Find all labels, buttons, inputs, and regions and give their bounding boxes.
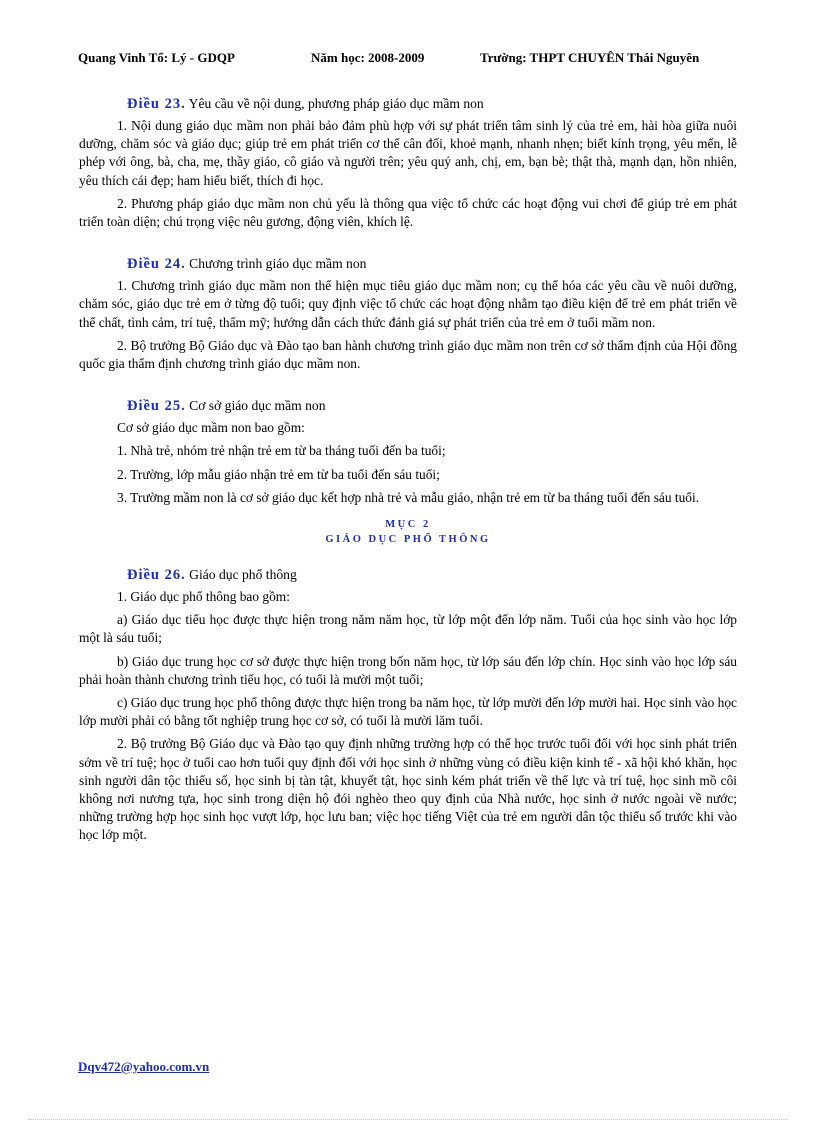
article-heading-text: Chương trình giáo dục mầm non [189,256,367,272]
spacer [79,236,737,254]
section-number: MỤC 2 [385,519,431,531]
section-heading [79,517,737,547]
paragraph: 2. Bộ trưởng Bộ Giáo dục và Đào tạo ban hành chương trình giáo dục mầm non trên cơ sở thẩm định của Hội đồng quốc gia thẩm định chương trình giáo dục mầm non. [79,337,737,372]
footer-email-link[interactable]: Dqv472@yahoo.com.vn [78,1059,210,1074]
header-author-group: Quang Vinh Tổ: Lý - GDQP [78,50,235,65]
article-title [79,396,737,416]
document-body [79,94,737,850]
article-number: Điều 25. [127,398,186,415]
paragraph: 3. Trường mầm non là cơ sở giáo dục kết hợp nhà trẻ và mẫu giáo, nhận trẻ em từ ba tháng tuổi đến sáu tuổi. [117,489,700,505]
paragraph: 1. Nhà trẻ, nhóm trẻ nhận trẻ em từ ba tháng tuổi đến ba tuổi; [117,443,446,459]
footer-divider [28,1119,788,1120]
article-number: Điều 26. [127,567,186,584]
section-title: GIÁO DỤC PHỔ THÔNG [325,534,491,546]
article-heading-text: Cơ sở giáo dục mầm non [189,398,326,414]
article-title [79,565,737,585]
header-school-name: Trường: THPT CHUYÊN Thái Nguyên [480,50,700,65]
paragraph: 2. Trường, lớp mẫu giáo nhận trẻ em từ ba tuổi đến sáu tuổi; [117,466,440,482]
article-heading-text: Giáo dục phổ thông [189,567,297,583]
page-header [78,50,738,68]
paragraph: 2. Bộ trưởng Bộ Giáo dục và Đào tạo quy định những trường hợp có thể học trước tuổi đối với học sinh phát triển sớm về trí tuệ; học ở tuổi cao hơn tuổi quy định đối với học sinh ở những vùng có điều kiện kinh tế - xã hội khó khăn, học sinh người dân tộc thiểu số, học sinh bị tàn tật, khuyết tật, học sinh kém phát triển về thể lực và trí tuệ, học sinh mồ côi không nơi nương tựa, học sinh trong diện hộ đói nghèo theo quy định của Nhà nước, học sinh ở nước ngoài về nước; những trường hợp học sinh học vượt lớp, học lưu ban; việc học tiếng Việt của trẻ em người dân tộc thiểu số trước khi vào học lớp một. [79,736,737,843]
paragraph: c) Giáo dục trung học phổ thông được thực hiện trong ba năm học, từ lớp mười đến lớp mười hai. Học sinh vào học lớp mười phải có bằng tốt nghiệp trung học cơ sở, có tuổi là mười lăm tuổi. [79,695,737,729]
paragraph: Cơ sở giáo dục mầm non bao gồm: [117,420,305,436]
header-school-year: Năm học: 2008-2009 [311,50,425,65]
article-number: Điều 23. [127,96,186,112]
article-title [79,94,737,114]
paragraph: a) Giáo dục tiểu học được thực hiện trong năm năm học, từ lớp một đến lớp năm. Tuổi của học sinh vào học lớp một là sáu tuổi; [79,612,737,646]
paragraph: b) Giáo dục trung học cơ sở được thực hiện trong bốn năm học, từ lớp sáu đến lớp chín. Học sinh vào học lớp sáu phải hoàn thành chương trình tiểu học, có tuổi là mười một tuổi; [79,653,737,687]
article-heading-text: Yêu cầu về nội dung, phương pháp giáo dục mầm non [188,96,484,111]
article-number: Điều 24. [127,256,186,273]
spacer [79,378,737,396]
paragraph: 1. Chương trình giáo dục mầm non thể hiện mục tiêu giáo dục mầm non; cụ thể hóa các yêu cầu về nuôi dưỡng, chăm sóc, giáo dục trẻ em ở từng độ tuổi; quy định việc tổ chức các hoạt động nhằm tạo điều kiện để trẻ em phát triển về thể chất, tình cảm, trí tuệ, thẩm mỹ; hướng dẫn cách thức đánh giá sự phát triển của trẻ em ở tuổi mầm non. [79,278,737,330]
paragraph: 1. Giáo dục phổ thông bao gồm: [117,589,290,605]
article-title [79,254,737,274]
paragraph: 2. Phương pháp giáo dục mầm non chủ yếu là thông qua việc tổ chức các hoạt động vui chơi để giúp trẻ em phát triển toàn diện; chú trọng việc nêu gương, động viên, khích lệ. [79,195,737,230]
paragraph: 1. Nội dung giáo dục mầm non phải bảo đảm phù hợp với sự phát triển tâm sinh lý của trẻ em, hài hòa giữa nuôi dưỡng, chăm sóc và giáo dục; giúp trẻ em phát triển cơ thể cân đối, khoẻ mạnh, nhanh nhẹn; biết kính trọng, yêu mến, lễ phép với ông, bà, cha, mẹ, thầy giáo, cô giáo và người trên; yêu quý anh, chị, em, bạn bè; thật thà, mạnh dạn, hồn nhiên, yêu thích cái đẹp; ham hiểu biết, thích đi học. [79,118,737,188]
